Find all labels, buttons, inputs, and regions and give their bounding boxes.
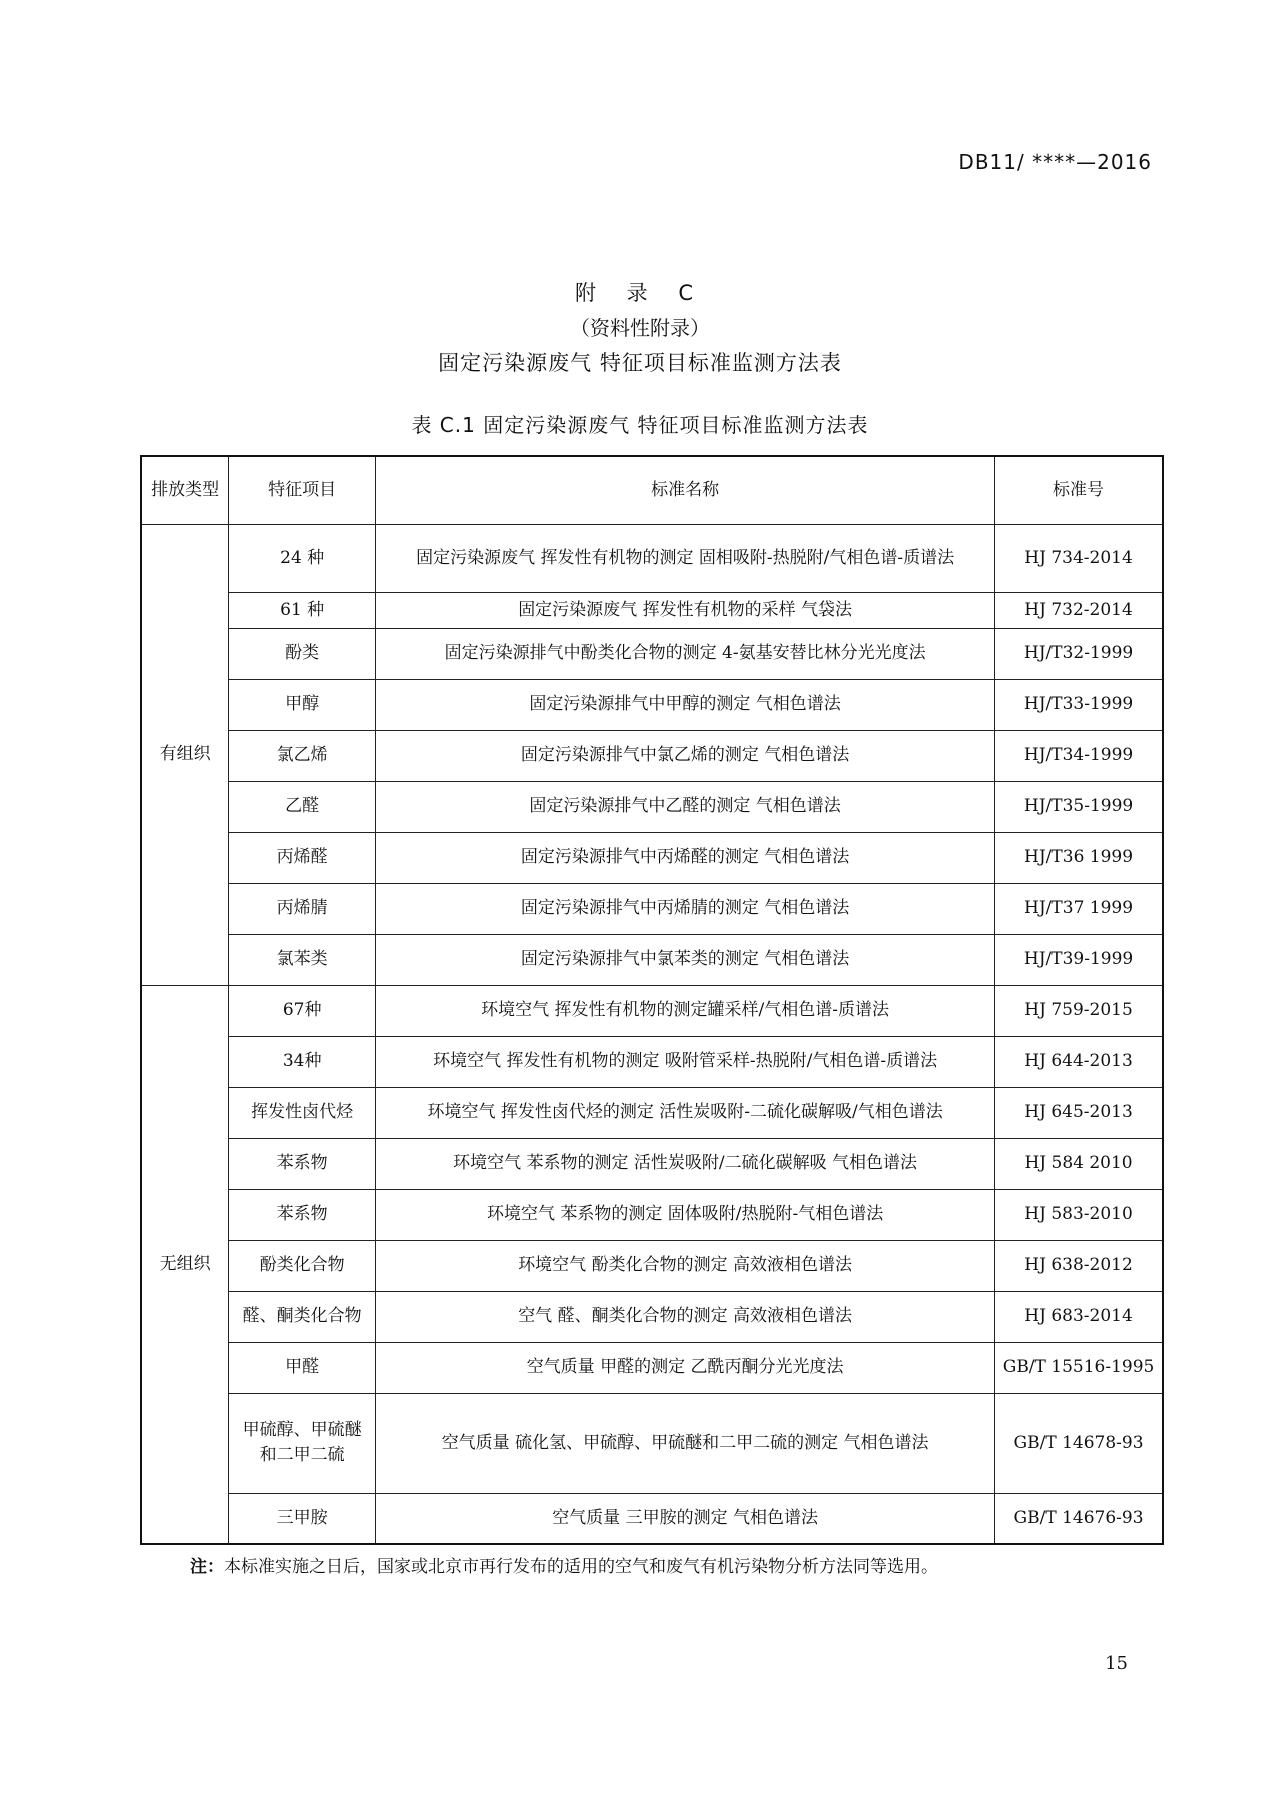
item-cell: 甲醛 bbox=[229, 1342, 376, 1393]
table-note bbox=[190, 1552, 938, 1577]
standard-name-cell: 固定污染源排气中丙烯腈的测定 气相色谱法 bbox=[376, 883, 995, 934]
table-row bbox=[141, 1493, 1163, 1544]
header-standard-number: 标准号 bbox=[995, 456, 1163, 524]
table-row bbox=[141, 1138, 1163, 1189]
emission-type-cell: 无组织 bbox=[141, 985, 229, 1544]
standard-name-cell: 空气质量 硫化氢、甲硫醇、甲硫醚和二甲二硫的测定 气相色谱法 bbox=[376, 1393, 995, 1493]
standard-name-cell: 空气质量 甲醛的测定 乙酰丙酮分光光度法 bbox=[376, 1342, 995, 1393]
table-row bbox=[141, 934, 1163, 985]
item-cell: 甲硫醇、甲硫醚和二甲二硫 bbox=[229, 1393, 376, 1493]
standard-name-cell: 固定污染源排气中酚类化合物的测定 4-氨基安替比林分光光度法 bbox=[376, 628, 995, 679]
table-row bbox=[141, 832, 1163, 883]
standard-number-cell: HJ 644-2013 bbox=[995, 1036, 1163, 1087]
standard-name-cell: 空气质量 三甲胺的测定 气相色谱法 bbox=[376, 1493, 995, 1544]
standard-number-cell: HJ/T36 1999 bbox=[995, 832, 1163, 883]
standard-name-cell: 固定污染源排气中甲醇的测定 气相色谱法 bbox=[376, 679, 995, 730]
standard-name-cell: 固定污染源排气中氯乙烯的测定 气相色谱法 bbox=[376, 730, 995, 781]
item-cell: 醛、酮类化合物 bbox=[229, 1291, 376, 1342]
standard-number-cell: HJ 759-2015 bbox=[995, 985, 1163, 1036]
standard-number-cell: HJ 638-2012 bbox=[995, 1240, 1163, 1291]
standard-number-cell: HJ 583-2010 bbox=[995, 1189, 1163, 1240]
table-header-row bbox=[141, 456, 1163, 524]
standard-name-cell: 空气 醛、酮类化合物的测定 高效液相色谱法 bbox=[376, 1291, 995, 1342]
table-caption: 表 C.1 固定污染源废气 特征项目标准监测方法表 bbox=[411, 413, 869, 437]
table-row bbox=[141, 1189, 1163, 1240]
standard-number-cell: HJ 584 2010 bbox=[995, 1138, 1163, 1189]
table-row bbox=[141, 985, 1163, 1036]
item-cell: 乙醛 bbox=[229, 781, 376, 832]
item-cell: 苯系物 bbox=[229, 1189, 376, 1240]
standard-number-cell: HJ/T35-1999 bbox=[995, 781, 1163, 832]
standard-name-cell: 固定污染源排气中氯苯类的测定 气相色谱法 bbox=[376, 934, 995, 985]
standard-number-cell: GB/T 14678-93 bbox=[995, 1393, 1163, 1493]
table-row bbox=[141, 781, 1163, 832]
item-cell: 三甲胺 bbox=[229, 1493, 376, 1544]
standard-name-cell: 环境空气 酚类化合物的测定 高效液相色谱法 bbox=[376, 1240, 995, 1291]
standard-name-cell: 固定污染源废气 挥发性有机物的采样 气袋法 bbox=[376, 592, 995, 628]
item-cell: 氯乙烯 bbox=[229, 730, 376, 781]
standard-number-cell: GB/T 15516-1995 bbox=[995, 1342, 1163, 1393]
standard-name-cell: 环境空气 挥发性卤代烃的测定 活性炭吸附-二硫化碳解吸/气相色谱法 bbox=[376, 1087, 995, 1138]
note-label: 注： bbox=[190, 1557, 224, 1577]
table-row bbox=[141, 1393, 1163, 1493]
item-cell: 34种 bbox=[229, 1036, 376, 1087]
standard-number-cell: HJ 734-2014 bbox=[995, 524, 1163, 592]
item-cell: 67种 bbox=[229, 985, 376, 1036]
table-row bbox=[141, 1087, 1163, 1138]
standard-name-cell: 环境空气 挥发性有机物的测定罐采样/气相色谱-质谱法 bbox=[376, 985, 995, 1036]
standard-name-cell: 环境空气 挥发性有机物的测定 吸附管采样-热脱附/气相色谱-质谱法 bbox=[376, 1036, 995, 1087]
methods-table bbox=[140, 455, 1164, 1545]
item-cell: 丙烯醛 bbox=[229, 832, 376, 883]
annex-name: 固定污染源废气 特征项目标准监测方法表 bbox=[438, 351, 842, 375]
standard-name-cell: 固定污染源废气 挥发性有机物的测定 固相吸附-热脱附/气相色谱-质谱法 bbox=[376, 524, 995, 592]
standard-name-cell: 环境空气 苯系物的测定 活性炭吸附/二硫化碳解吸 气相色谱法 bbox=[376, 1138, 995, 1189]
standard-number-cell: HJ 732-2014 bbox=[995, 592, 1163, 628]
table-row bbox=[141, 1291, 1163, 1342]
emission-type-cell: 有组织 bbox=[141, 524, 229, 985]
item-cell: 24 种 bbox=[229, 524, 376, 592]
header-standard-name: 标准名称 bbox=[376, 456, 995, 524]
page-number: 15 bbox=[1105, 1653, 1128, 1674]
methods-table-body bbox=[141, 456, 1163, 1544]
table-row bbox=[141, 730, 1163, 781]
standard-number-cell: GB/T 14676-93 bbox=[995, 1493, 1163, 1544]
table-row bbox=[141, 1240, 1163, 1291]
item-cell: 酚类 bbox=[229, 628, 376, 679]
standard-number-cell: HJ/T34-1999 bbox=[995, 730, 1163, 781]
standard-number-cell: HJ/T32-1999 bbox=[995, 628, 1163, 679]
item-cell: 丙烯腈 bbox=[229, 883, 376, 934]
document-code: DB11/ ****—2016 bbox=[958, 150, 1152, 174]
header-emission-type: 排放类型 bbox=[141, 456, 229, 524]
header-item: 特征项目 bbox=[229, 456, 376, 524]
table-row bbox=[141, 1342, 1163, 1393]
standard-number-cell: HJ/T33-1999 bbox=[995, 679, 1163, 730]
note-text: 本标准实施之日后，国家或北京市再行发布的适用的空气和废气有机污染物分析方法同等选用。 bbox=[224, 1557, 938, 1577]
annex-title: 附 录 C bbox=[574, 281, 705, 305]
standard-number-cell: HJ 683-2014 bbox=[995, 1291, 1163, 1342]
table-row bbox=[141, 1036, 1163, 1087]
table-row bbox=[141, 883, 1163, 934]
item-cell: 苯系物 bbox=[229, 1138, 376, 1189]
table-row bbox=[141, 679, 1163, 730]
item-cell: 酚类化合物 bbox=[229, 1240, 376, 1291]
table-row bbox=[141, 628, 1163, 679]
annex-subtitle: （资料性附录） bbox=[570, 316, 710, 340]
item-cell: 甲醇 bbox=[229, 679, 376, 730]
standard-number-cell: HJ/T37 1999 bbox=[995, 883, 1163, 934]
table-row bbox=[141, 592, 1163, 628]
table-row bbox=[141, 524, 1163, 592]
standard-name-cell: 环境空气 苯系物的测定 固体吸附/热脱附-气相色谱法 bbox=[376, 1189, 995, 1240]
standard-name-cell: 固定污染源排气中乙醛的测定 气相色谱法 bbox=[376, 781, 995, 832]
standard-number-cell: HJ/T39-1999 bbox=[995, 934, 1163, 985]
item-cell: 氯苯类 bbox=[229, 934, 376, 985]
item-cell: 挥发性卤代烃 bbox=[229, 1087, 376, 1138]
standard-number-cell: HJ 645-2013 bbox=[995, 1087, 1163, 1138]
item-cell: 61 种 bbox=[229, 592, 376, 628]
standard-name-cell: 固定污染源排气中丙烯醛的测定 气相色谱法 bbox=[376, 832, 995, 883]
